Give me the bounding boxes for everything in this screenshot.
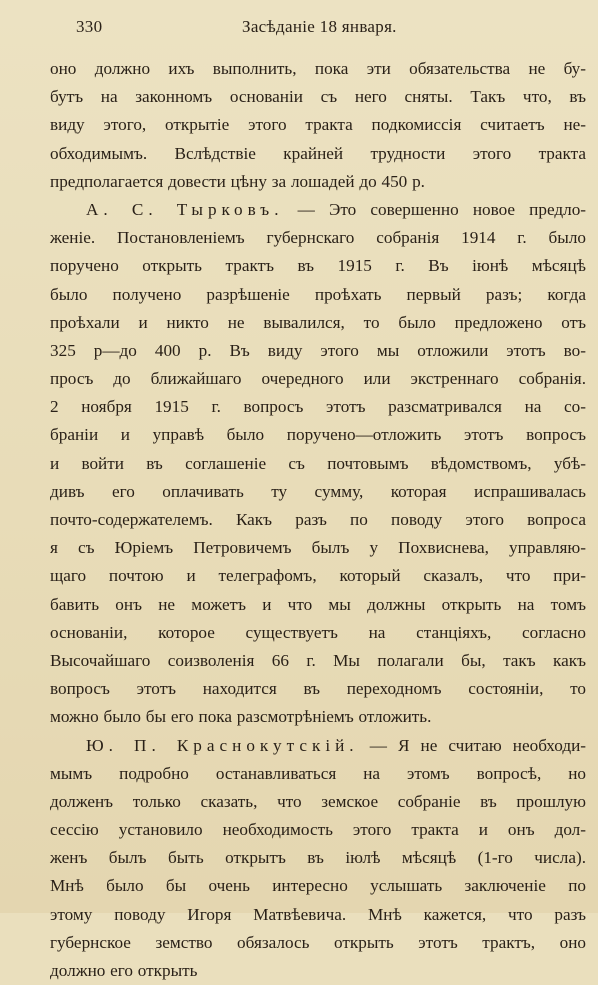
speech-text: — Я не считаю необходи-	[369, 735, 586, 755]
text-line: было получено разрѣшеніе проѣхать первый разъ; когда	[50, 284, 586, 304]
text-line: можно было бы его пока разсмотрѣніемъ отложить.	[50, 707, 432, 727]
speech-text: — Это совершенно новое предло-	[297, 199, 587, 219]
text-line: Мнѣ было бы очень интересно услышать заключеніе по	[50, 876, 586, 896]
text-line: основаніи, которое существуетъ на станціяхъ, согласно	[50, 622, 586, 642]
speaker-name: А. С. Тырковъ.	[86, 199, 284, 219]
text-line: обходимымъ. Вслѣдствіе крайней трудности этого тракта	[50, 143, 586, 163]
text-line: виду этого, открытіе этого тракта подкомиссія считаетъ не-	[50, 115, 586, 135]
text-line: поручено открыть трактъ въ 1915 г. Въ іюнѣ мѣсяцѣ	[50, 256, 586, 276]
speech-first-line	[50, 196, 586, 224]
text-line: долженъ только сказать, что земское собраніе въ прошлую	[50, 791, 586, 811]
text-line: мымъ подробно останавливаться на этомъ вопросѣ, но	[50, 763, 586, 783]
text-line: 325 р—до 400 р. Въ виду этого мы отложили этотъ во-	[50, 340, 586, 360]
speech-first-line	[50, 732, 586, 760]
text-line: Высочайшаго соизволенія 66 г. Мы полагали бы, такъ какъ	[50, 650, 586, 670]
text-line: и войти въ соглашеніе съ почтовымъ вѣдомствомъ, убѣ-	[50, 453, 586, 473]
text-line: этому поводу Игоря Матвѣевича. Мнѣ кажется, что разъ	[50, 904, 586, 924]
text-line: должно его открыть	[50, 961, 198, 980]
text-line: женъ былъ быть открытъ въ іюлѣ мѣсяцѣ (1-го числа).	[50, 848, 586, 868]
running-title: Засѣданіе 18 января.	[242, 17, 397, 36]
text-line: губернское земство обязалось открыть этотъ трактъ, оно	[50, 932, 586, 952]
text-line: просъ до ближайшаго очередного или экстреннаго собранія.	[50, 369, 586, 389]
text-line: я съ Юріемъ Петровичемъ былъ у Похвиснева, управляю-	[50, 538, 586, 558]
text-line: женіе. Постановленіемъ губернскаго собранія 1914 г. было	[50, 228, 586, 248]
text-line: проѣхали и никто не вывалился, то было предложено отъ	[50, 312, 586, 332]
speaker-name: Ю. П. Краснокутскій.	[86, 735, 359, 755]
text-line: бутъ на законномъ основаніи съ него сняты. Такъ что, въ	[50, 87, 586, 107]
text-line: почто-содержателемъ. Какъ разъ по поводу этого вопроса	[50, 510, 586, 529]
page-header	[0, 17, 598, 41]
text-line: сессію установило необходимость этого тракта и онъ дол-	[50, 820, 586, 840]
text-line: 2 ноября 1915 г. вопросъ этотъ разсматривался на со-	[50, 397, 586, 417]
text-line: оно должно ихъ выполнить, пока эти обязательства не бу-	[50, 59, 586, 78]
text-line: браніи и управѣ было поручено—отложить этотъ вопросъ	[50, 425, 586, 445]
page-number: 330	[76, 17, 103, 36]
text-line: предполагается довести цѣну за лошадей до 450 р.	[50, 171, 425, 191]
text-line: щаго почтою и телеграфомъ, который сказалъ, что при-	[50, 566, 586, 586]
text-line: бавить онъ не можетъ и что мы должны открыть на томъ	[50, 594, 586, 614]
text-line: вопросъ этотъ находится въ переходномъ состояніи, то	[50, 679, 586, 699]
text-line: дивъ его оплачивать ту сумму, которая испрашивалась	[50, 481, 586, 501]
page-text	[50, 55, 586, 985]
